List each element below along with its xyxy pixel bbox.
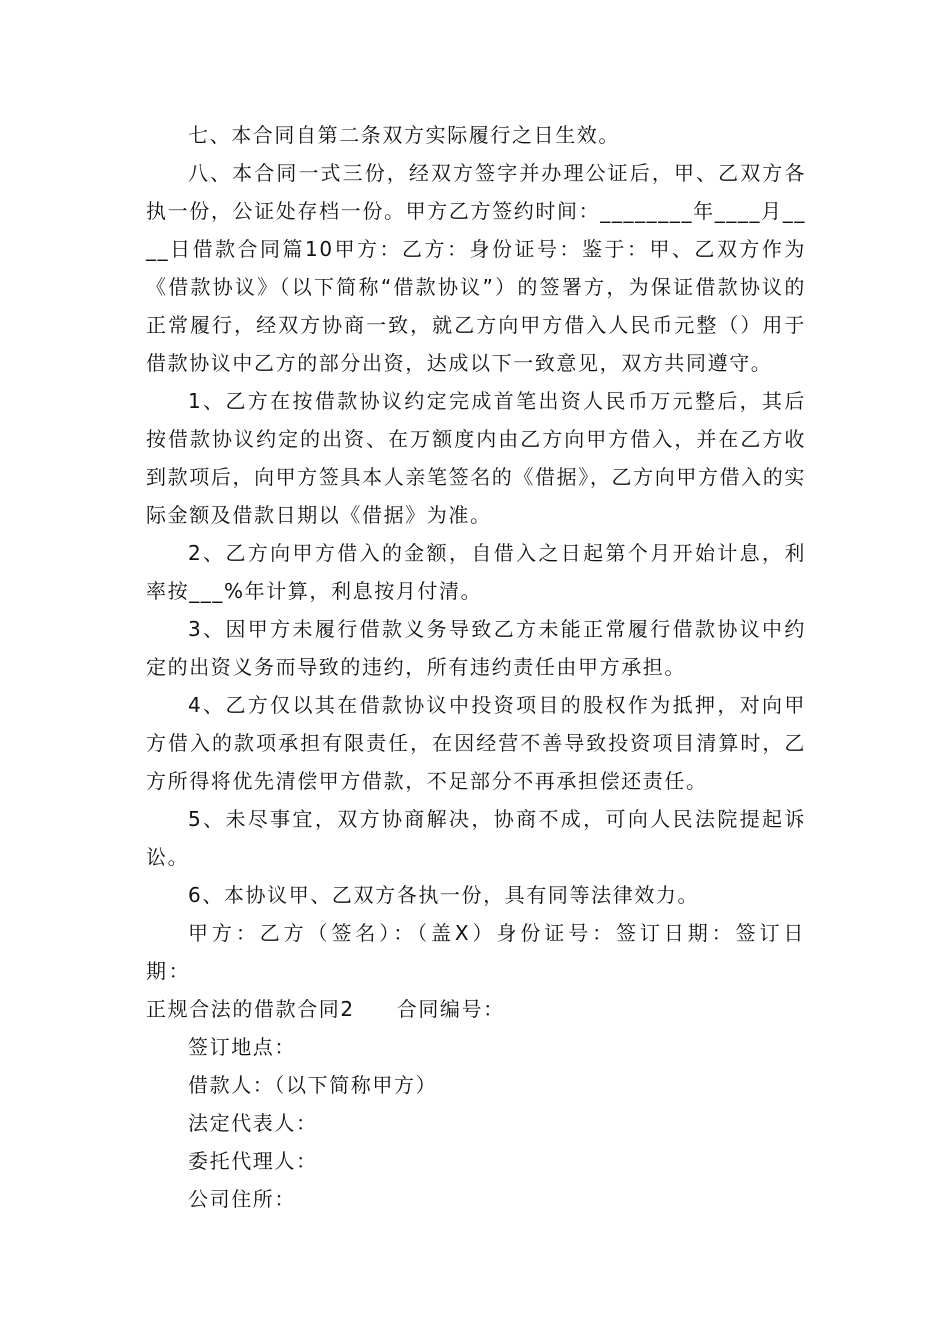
- clause-eight: 八、本合同一式三份，经双方签字并办理公证后，甲、乙双方各执一份，公证处存档一份。甲方乙方签约时间：________年____月____日借款合同篇10甲方：乙方：身份证号：鉴于：甲、乙双方作为《借款协议》（以下简称“借款协议”）的签署方，为保证借款协议的正常履行，经双方协商一致，就乙方向甲方借入人民币元整（）用于借款协议中乙方的部分出资，达成以下一致意见，双方共同遵守。: [146, 161, 806, 375]
- field-authorized-agent: 委托代理人：: [188, 1149, 318, 1173]
- agreement-item-1: 1、乙方在按借款协议约定完成首笔出资人民币万元整后，其后按借款协议约定的出资、在万额度内由乙方向甲方借入，并在乙方收到款项后，向甲方签具本人亲笔签名的《借据》，乙方向甲方借入的实际金额及借款日期以《借据》为准。: [146, 389, 806, 527]
- agreement-item-6: 6、本协议甲、乙双方各执一份，具有同等法律效力。: [188, 883, 700, 907]
- agreement-item-2: 2、乙方向甲方借入的金额，自借入之日起第个月开始计息，利率按___%年计算，利息按月付清。: [146, 541, 806, 603]
- agreement-item-3: 3、因甲方未履行借款义务导致乙方未能正常履行借款协议中约定的出资义务而导致的违约，所有违约责任由甲方承担。: [146, 617, 806, 679]
- agreement-item-5: 5、未尽事宜，双方协商解决，协商不成，可向人民法院提起诉讼。: [146, 807, 806, 869]
- field-signing-place: 签订地点：: [188, 1035, 296, 1059]
- section-title: 正规合法的借款合同2: [146, 997, 355, 1021]
- signature-block: 甲方：乙方（签名）：（盖X）身份证号：签订日期：签订日期：: [146, 921, 806, 983]
- document-page: [146, 116, 806, 1218]
- contract-number-label: 合同编号：: [396, 997, 505, 1021]
- section-heading-line: [146, 990, 806, 1028]
- field-legal-representative: 法定代表人：: [188, 1111, 318, 1135]
- clause-seven: 七、本合同自第二条双方实际履行之日生效。: [188, 123, 620, 147]
- field-company-address: 公司住所：: [188, 1187, 296, 1211]
- field-borrower: 借款人：（以下简称甲方）: [188, 1073, 438, 1097]
- agreement-item-4: 4、乙方仅以其在借款协议中投资项目的股权作为抵押，对向甲方借入的款项承担有限责任，在因经营不善导致投资项目清算时，乙方所得将优先清偿甲方借款，不足部分不再承担偿还责任。: [146, 693, 806, 793]
